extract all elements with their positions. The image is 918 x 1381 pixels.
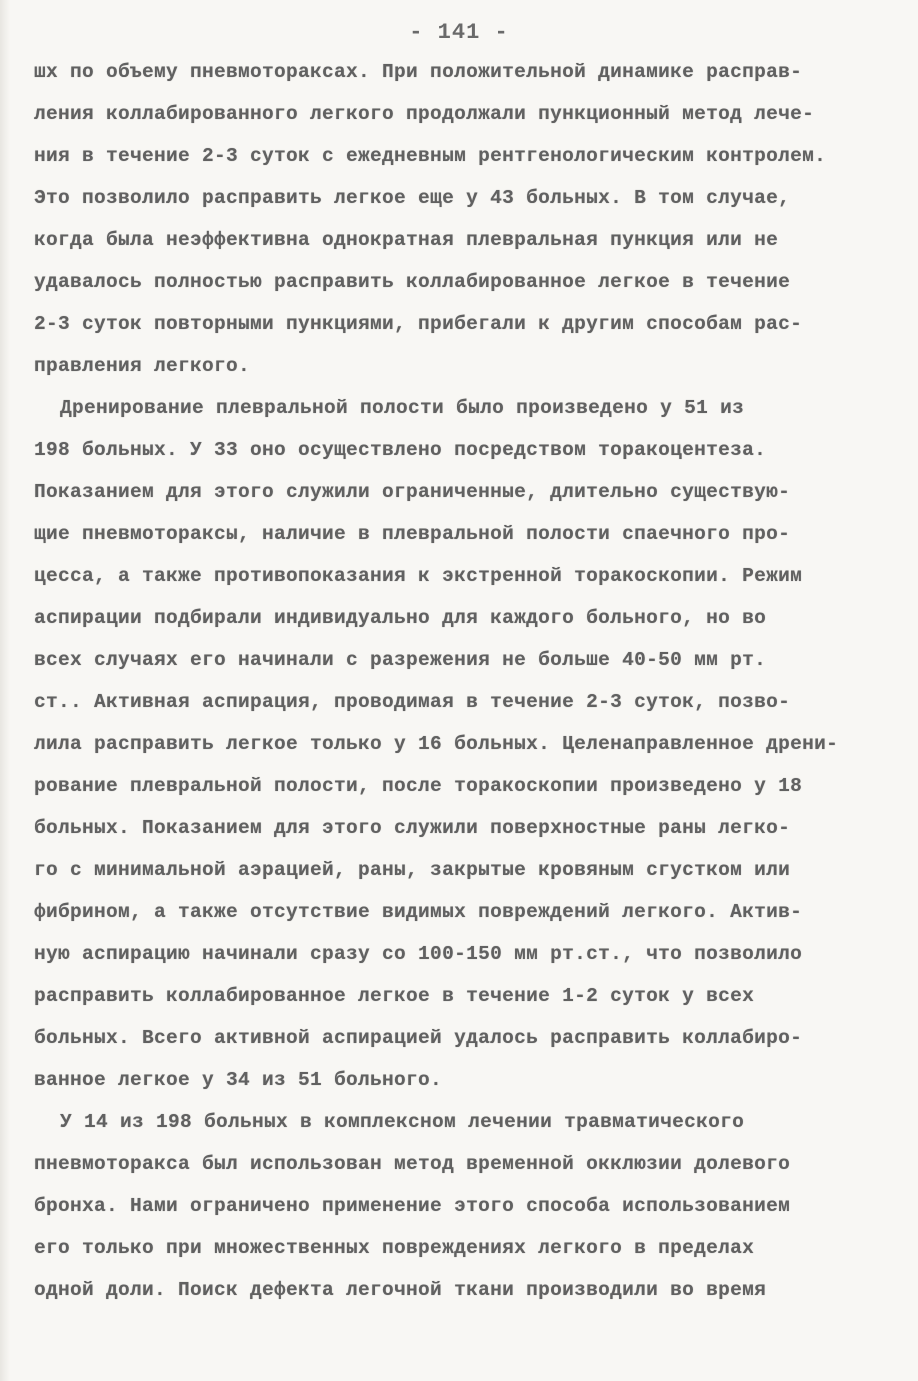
text-line: Это позволило расправить легкое еще у 43 больных. В том случае, xyxy=(34,187,791,209)
paragraph-first-line: Дренирование плевральной полости было произведено у 51 из xyxy=(60,397,745,419)
text-line: расправить коллабированное легкое в течение 1-2 суток у всех xyxy=(34,985,755,1007)
text-line: Показанием для этого служили ограниченные, длительно существую- xyxy=(34,481,791,503)
text-line: 198 больных. У 33 оно осуществлено посредством торакоцентеза. xyxy=(34,439,767,461)
text-line: пневмоторакса был использован метод временной окклюзии долевого xyxy=(34,1153,791,1175)
text-line: всех случаях его начинали с разрежения не больше 40-50 мм рт. xyxy=(34,649,767,671)
text-line: лила расправить легкое только у 16 больных. Целенаправленное дрени- xyxy=(34,733,839,755)
text-line: ную аспирацию начинали сразу со 100-150 мм рт.ст., что позволило xyxy=(34,943,803,965)
text-line: цесса, а также противопоказания к экстренной торакоскопии. Режим xyxy=(34,565,803,587)
text-line: аспирации подбирали индивидуально для каждого больного, но во xyxy=(34,607,767,629)
text-line: удавалось полностью расправить коллабированное легкое в течение xyxy=(34,271,791,293)
text-line: шх по объему пневмотораксах. При положительной динамике расправ- xyxy=(34,61,803,83)
text-line: ления коллабированного легкого продолжали пункционный метод лече- xyxy=(34,103,815,125)
text-line: ст.. Активная аспирация, проводимая в течение 2-3 суток, позво- xyxy=(34,691,791,713)
text-line: ванное легкое у 34 из 51 больного. xyxy=(34,1069,443,1091)
text-line: бронха. Нами ограничено применение этого способа использованием xyxy=(34,1195,791,1217)
text-line: ния в течение 2-3 суток с ежедневным рентгенологическим контролем. xyxy=(34,145,827,167)
page-edge-shadow xyxy=(0,0,10,1381)
text-line: рование плевральной полости, после торакоскопии произведено у 18 xyxy=(34,775,803,797)
text-line: 2-3 суток повторными пункциями, прибегали к другим способам рас- xyxy=(34,313,803,335)
text-line: его только при множественных повреждениях легкого в пределах xyxy=(34,1237,755,1259)
page-number: - 141 - xyxy=(409,20,509,45)
text-line: фибрином, а также отсутствие видимых повреждений легкого. Актив- xyxy=(34,901,803,923)
paragraph-first-line: У 14 из 198 больных в комплексном лечении травматического xyxy=(60,1111,745,1133)
text-line: щие пневмотораксы, наличие в плевральной полости спаечного про- xyxy=(34,523,791,545)
text-line: го с минимальной аэрацией, раны, закрытые кровяным сгустком или xyxy=(34,859,791,881)
text-line: правления легкого. xyxy=(34,355,251,377)
text-line: больных. Показанием для этого служили поверхностные раны легко- xyxy=(34,817,791,839)
text-line: больных. Всего активной аспирацией удалось расправить коллабиро- xyxy=(34,1027,803,1049)
text-line: когда была неэффективна однократная плевральная пункция или не xyxy=(34,229,779,251)
text-line: одной доли. Поиск дефекта легочной ткани производили во время xyxy=(34,1279,767,1301)
